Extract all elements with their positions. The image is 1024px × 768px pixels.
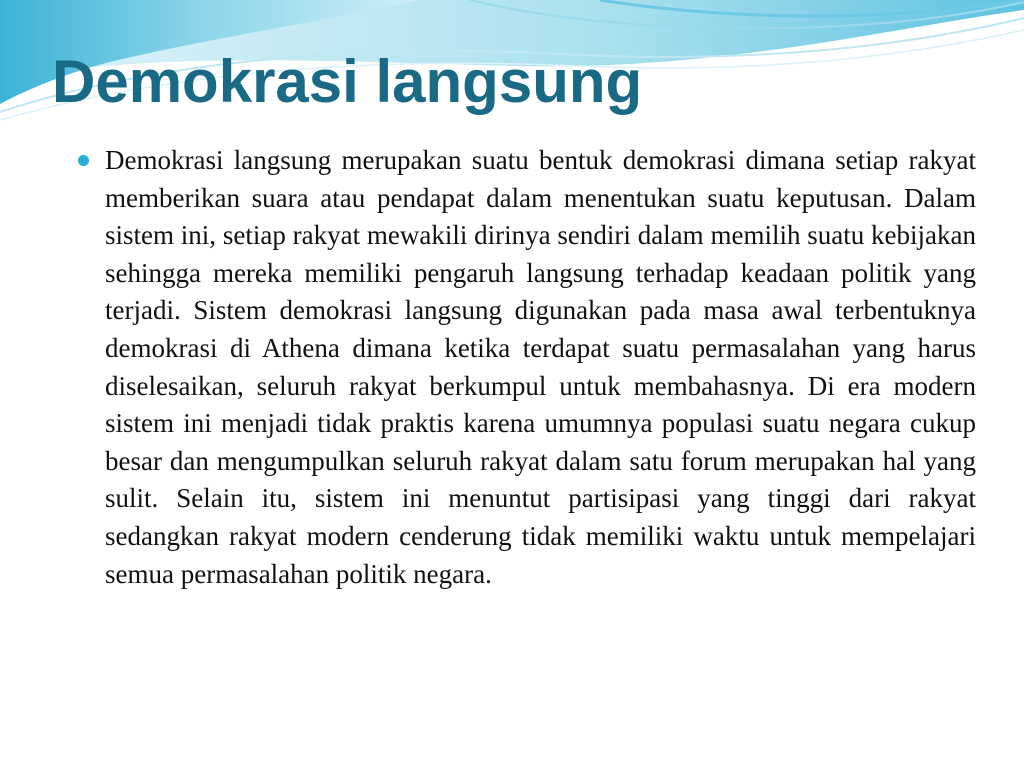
bullet-dot-icon xyxy=(78,155,89,166)
bullet-text: Demokrasi langsung merupakan suatu bentuk demokrasi dimana setiap rakyat memberikan suara atau pendapat dalam menentukan suatu keputusan. Dalam sistem ini, setiap rakyat mewakili dirinya sendiri dalam memilih suatu kebijakan sehingga mereka memiliki pengaruh langsung terhadap keadaan politik yang terjadi. Sistem demokrasi langsung digunakan pada masa awal terbentuknya demokrasi di Athena dimana ketika terdapat suatu permasalahan yang harus diselesaikan, seluruh rakyat berkumpul untuk membahasnya. Di era modern sistem ini menjadi tidak praktis karena umumnya populasi suatu negara cukup besar dan mengumpulkan seluruh rakyat dalam satu forum merupakan hal yang sulit. Selain itu, sistem ini menuntut partisipasi yang tinggi dari rakyat sedangkan rakyat modern cenderung tidak memiliki waktu untuk mempelajari semua permasalahan politik negara. xyxy=(105,145,976,589)
bullet-item xyxy=(76,142,976,593)
bullet-list xyxy=(76,142,976,593)
slide-title: Demokrasi langsung xyxy=(52,48,643,115)
